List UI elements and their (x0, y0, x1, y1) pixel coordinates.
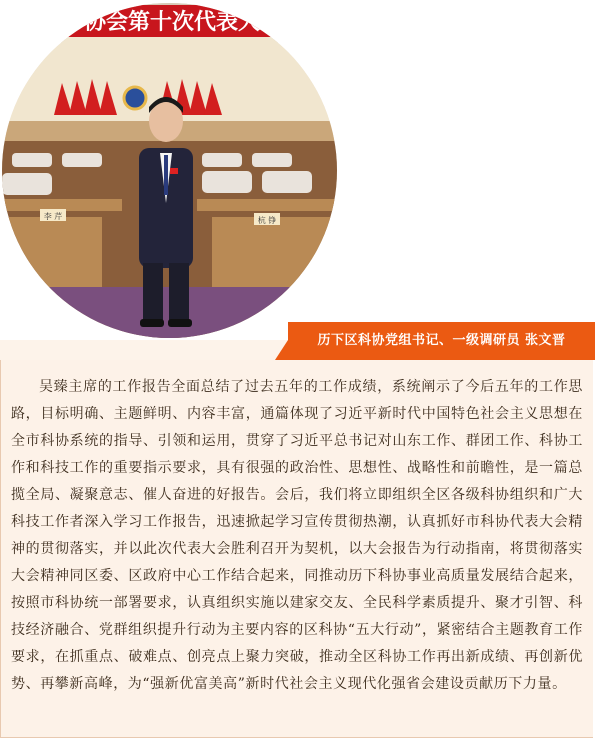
article-panel (0, 360, 593, 738)
svg-text:杭 铮: 杭 铮 (257, 216, 277, 225)
speaker-title-banner: 历下区科协党组书记、一级调研员 张文晋 (288, 322, 595, 360)
conference-hall-photo (2, 3, 337, 338)
emblem-icon (124, 87, 146, 109)
banner-notch (275, 340, 288, 360)
portrait-photo (2, 3, 337, 338)
article-paragraph: 吴臻主席的工作报告全面总结了过去五年的工作成绩，系统阐示了今后五年的工作思路，目标明确、主题鲜明、内容丰富，通篇体现了习近平新时代中国特色社会主义思想在全市科协系统的指导、引领和运用，贯穿了习近平总书记对山东工作、群团工作、科协工作和科技工作的重要指示要求，具有很强的政治性、思想性、战略性和前瞻性，是一篇总揽全局、凝聚意志、催人奋进的好报告。会后，我们将立即组织全区各级科协组织和广大科技工作者深入学习工作报告，迅速掀起学习宣传贯彻热潮，认真抓好市科协代表大会精神的贯彻落实，并以此次代表大会胜利召开为契机，以大会报告为行动指南，将贯彻落实大会精神同区委、区政府中心工作结合起来，同推动历下科协事业高质量发展结合起来，按照市科协统一部署要求，认真组织实施以建家交友、全民科学素质提升、聚才引智、科技经济融合、党群组织提升行动为主要内容的区科协“五大行动”，紧密结合主题教育工作要求，在抓重点、破难点、创亮点上聚力突破，推动全区科协工作再出新成绩、再创新优势、再攀新高峰，为“强新优富美高”新时代社会主义现代化强省会建设贡献历下力量。 (11, 379, 583, 692)
hall-banner-text: 协会第十次代表大 (83, 10, 261, 35)
svg-text:李 芹: 李 芹 (43, 212, 63, 221)
